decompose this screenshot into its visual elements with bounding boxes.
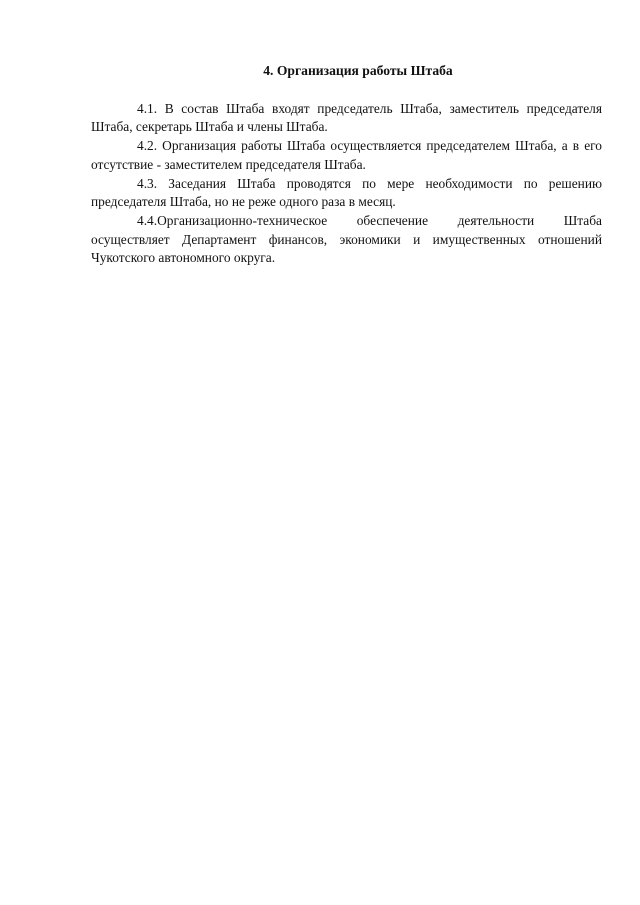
paragraph-4-1: 4.1. В состав Штаба входят председатель Штаба, заместитель председателя Штаба, секретарь Штаба и члены Штаба. <box>91 100 602 135</box>
section-heading: 4. Организация работы Штаба <box>263 63 453 78</box>
paragraph-4-4: 4.4.Организационно-техническое обеспечение деятельности Штаба осуществляет Департамент финансов, экономики и имущественных отношений Чукотского автономного округа. <box>91 212 602 266</box>
paragraph-4-2: 4.2. Организация работы Штаба осуществляется председателем Штаба, а в его отсутствие - заместителем председателя Штаба. <box>91 138 602 172</box>
paragraph-4-3: 4.3. Заседания Штаба проводятся по мере необходимости по решению председателя Штаба, но не реже одного раза в месяц. <box>91 175 602 210</box>
document-content <box>91 62 602 268</box>
